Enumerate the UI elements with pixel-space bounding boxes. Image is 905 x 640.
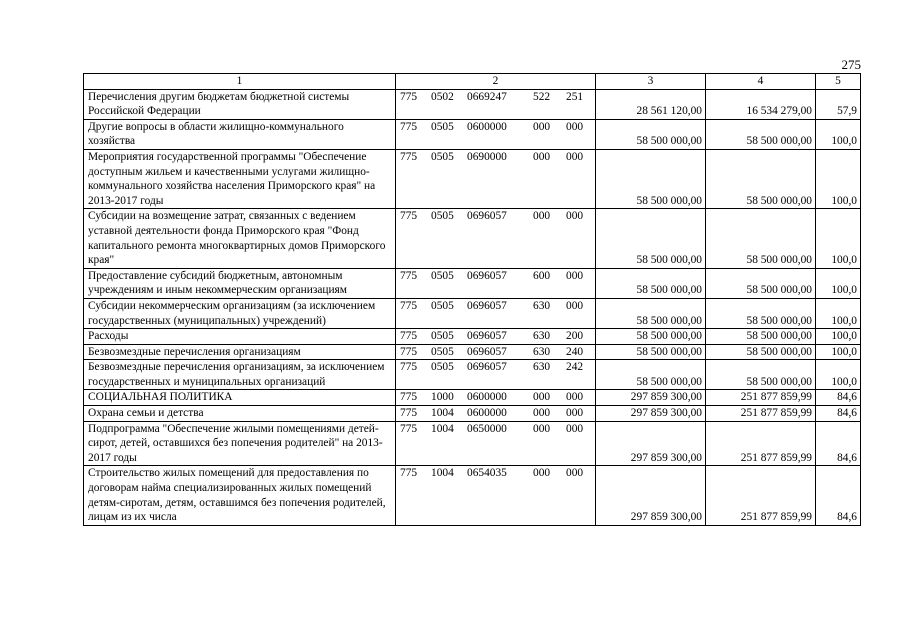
percent: 84,6 [816,406,861,422]
code-part: 000 [533,422,551,435]
code-part: 000 [533,467,551,480]
code-part: 1004 [431,422,454,435]
row-name: Охрана семьи и детства [84,406,396,422]
planned-amount: 28 561 120,00 [596,89,706,119]
table-row [84,360,861,390]
code-part: 0505 [431,345,454,358]
code-part: 775 [400,269,418,282]
page-number: 275 [841,57,861,72]
code-part: 600 [533,269,551,282]
code-part: 775 [400,407,418,420]
planned-amount: 58 500 000,00 [596,360,706,390]
table-row [84,390,861,406]
code-part: 200 [566,330,584,343]
code-part: 775 [400,361,418,374]
code-part: 240 [566,345,584,358]
code-part: 0696057 [467,330,507,343]
planned-amount: 58 500 000,00 [596,149,706,208]
code-part: 000 [533,210,551,223]
code-part: 0696057 [467,345,507,358]
row-name: Безвозмездные перечисления организациям, за исключением государственных и муниципальных организаций [84,360,396,390]
table-row [84,209,861,268]
code-part: 0505 [431,150,454,163]
code-part: 630 [533,299,551,312]
code-part: 1000 [431,391,454,404]
row-codes [396,390,596,406]
table-row [84,421,861,466]
row-name: Субсидии некоммерческим организациям (за исключением государственных (муниципальных) учреждений) [84,298,396,328]
row-name: Мероприятия государственной программы "Обеспечение доступным жильем и качественными услугами жилищно-коммунального хозяйства населения Приморского края" на 2013-2017 годы [84,149,396,208]
code-part: 0696057 [467,269,507,282]
code-part: 000 [533,120,551,133]
table-row [84,298,861,328]
code-part: 775 [400,210,418,223]
header-cell: 5 [816,74,861,90]
actual-amount: 58 500 000,00 [706,119,816,149]
actual-amount: 58 500 000,00 [706,298,816,328]
code-part: 775 [400,422,418,435]
percent: 100,0 [816,344,861,360]
code-part: 0600000 [467,391,507,404]
percent: 100,0 [816,149,861,208]
row-codes [396,344,596,360]
row-codes [396,209,596,268]
code-part: 775 [400,467,418,480]
row-name: Расходы [84,329,396,345]
code-part: 0505 [431,120,454,133]
percent: 100,0 [816,360,861,390]
actual-amount: 58 500 000,00 [706,360,816,390]
code-part: 0505 [431,210,454,223]
code-part: 0696057 [467,361,507,374]
row-codes [396,466,596,525]
planned-amount: 58 500 000,00 [596,119,706,149]
code-part: 1004 [431,407,454,420]
table-row [84,89,861,119]
row-name: Подпрограмма "Обеспечение жилыми помещениями детей-сирот, детей, оставшихся без попечения родителей" на 2013-2017 годы [84,421,396,466]
code-part: 0600000 [467,120,507,133]
row-codes [396,149,596,208]
code-part: 1004 [431,467,454,480]
table-row [84,466,861,525]
code-part: 000 [566,120,584,133]
code-part: 000 [566,391,584,404]
code-part: 0696057 [467,299,507,312]
code-part: 775 [400,90,418,103]
code-part: 775 [400,345,418,358]
code-part: 522 [533,90,551,103]
planned-amount: 58 500 000,00 [596,329,706,345]
row-codes [396,360,596,390]
code-part: 000 [566,299,584,312]
code-part: 630 [533,330,551,343]
code-part: 0650000 [467,422,507,435]
percent: 84,6 [816,466,861,525]
percent: 57,9 [816,89,861,119]
header-cell: 1 [84,74,396,90]
planned-amount: 297 859 300,00 [596,390,706,406]
row-codes [396,298,596,328]
row-name: СОЦИАЛЬНАЯ ПОЛИТИКА [84,390,396,406]
actual-amount: 16 534 279,00 [706,89,816,119]
row-name: Субсидии на возмещение затрат, связанных с ведением уставной деятельности фонда Приморского края "Фонд капитального ремонта многоквартирных домов Приморского края" [84,209,396,268]
code-part: 000 [566,407,584,420]
row-codes [396,421,596,466]
code-part: 0502 [431,90,454,103]
row-codes [396,268,596,298]
code-part: 000 [533,407,551,420]
planned-amount: 58 500 000,00 [596,298,706,328]
table-row [84,406,861,422]
row-codes [396,89,596,119]
code-part: 775 [400,391,418,404]
actual-amount: 251 877 859,99 [706,421,816,466]
actual-amount: 58 500 000,00 [706,344,816,360]
row-name: Предоставление субсидий бюджетным, автономным учреждениям и иным некоммерческим организациям [84,268,396,298]
percent: 100,0 [816,268,861,298]
code-part: 775 [400,299,418,312]
table-row [84,119,861,149]
header-cell: 4 [706,74,816,90]
header-row [84,74,861,90]
code-part: 0505 [431,269,454,282]
code-part: 000 [566,210,584,223]
code-part: 000 [533,391,551,404]
code-part: 000 [566,269,584,282]
code-part: 775 [400,330,418,343]
actual-amount: 58 500 000,00 [706,329,816,345]
table-row [84,344,861,360]
code-part: 000 [566,422,584,435]
planned-amount: 297 859 300,00 [596,421,706,466]
row-name: Другие вопросы в области жилищно-коммунального хозяйства [84,119,396,149]
budget-table [83,73,861,526]
actual-amount: 58 500 000,00 [706,149,816,208]
row-name: Строительство жилых помещений для предоставления по договорам найма специализированных жилых помещений детям-сиротам, детям, оставшимся без попечения родителей, лицам из их числа [84,466,396,525]
actual-amount: 251 877 859,99 [706,466,816,525]
header-cell: 3 [596,74,706,90]
code-part: 0505 [431,330,454,343]
code-part: 0669247 [467,90,507,103]
row-codes [396,406,596,422]
percent: 100,0 [816,298,861,328]
actual-amount: 251 877 859,99 [706,406,816,422]
percent: 84,6 [816,421,861,466]
planned-amount: 297 859 300,00 [596,406,706,422]
actual-amount: 58 500 000,00 [706,268,816,298]
planned-amount: 58 500 000,00 [596,209,706,268]
planned-amount: 58 500 000,00 [596,344,706,360]
table-row [84,268,861,298]
row-name: Безвозмездные перечисления организациям [84,344,396,360]
code-part: 775 [400,120,418,133]
percent: 100,0 [816,119,861,149]
percent: 84,6 [816,390,861,406]
percent: 100,0 [816,209,861,268]
code-part: 630 [533,345,551,358]
table-row [84,149,861,208]
code-part: 0690000 [467,150,507,163]
actual-amount: 251 877 859,99 [706,390,816,406]
planned-amount: 58 500 000,00 [596,268,706,298]
row-codes [396,119,596,149]
actual-amount: 58 500 000,00 [706,209,816,268]
code-part: 000 [566,467,584,480]
code-part: 251 [566,90,584,103]
row-codes [396,329,596,345]
row-name: Перечисления другим бюджетам бюджетной системы Российской Федерации [84,89,396,119]
code-part: 242 [566,361,584,374]
code-part: 0505 [431,299,454,312]
code-part: 775 [400,150,418,163]
code-part: 0505 [431,361,454,374]
code-part: 0654035 [467,467,507,480]
planned-amount: 297 859 300,00 [596,466,706,525]
header-cell: 2 [396,74,596,90]
percent: 100,0 [816,329,861,345]
code-part: 0696057 [467,210,507,223]
table-row [84,329,861,345]
code-part: 0600000 [467,407,507,420]
code-part: 000 [566,150,584,163]
code-part: 000 [533,150,551,163]
code-part: 630 [533,361,551,374]
